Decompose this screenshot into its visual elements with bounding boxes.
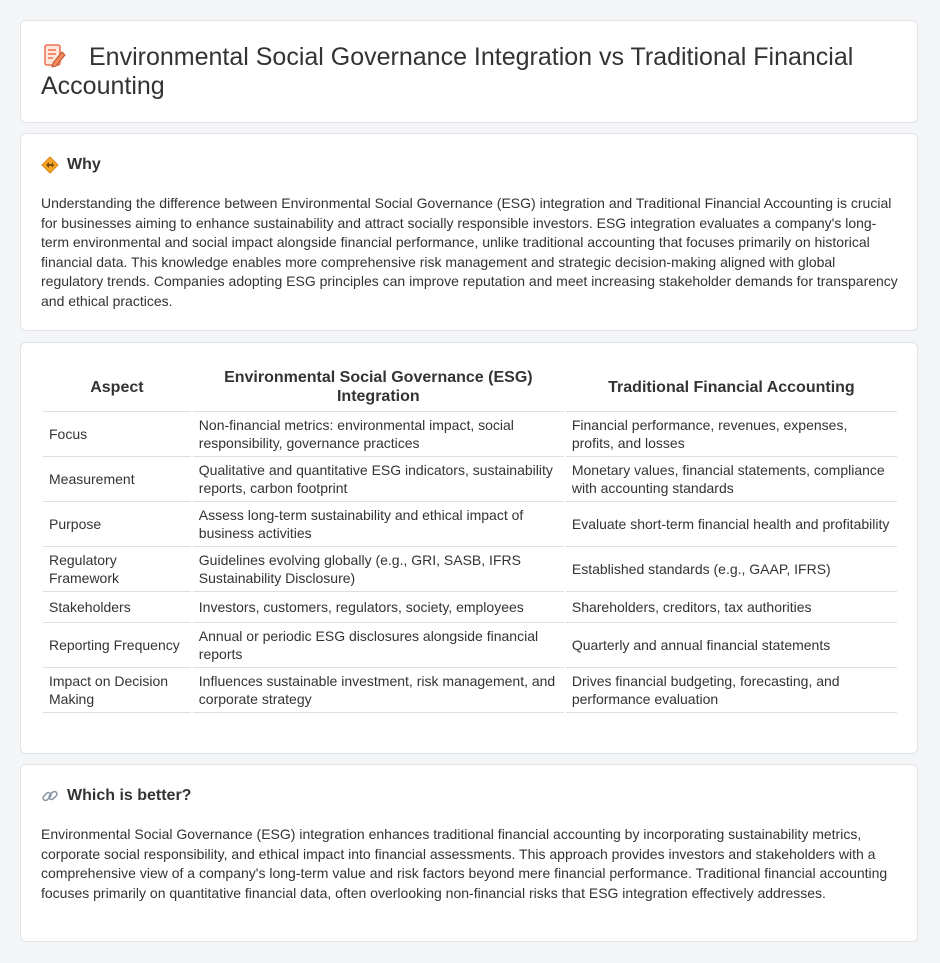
title-card xyxy=(20,20,918,123)
row-traditional-cell: Shareholders, creditors, tax authorities xyxy=(566,592,897,623)
row-traditional-cell: Financial performance, revenues, expenses, profits, and losses xyxy=(566,412,897,457)
comparison-table xyxy=(41,363,899,713)
row-aspect-cell: Measurement xyxy=(43,457,191,502)
why-heading xyxy=(41,156,101,174)
table-row xyxy=(43,502,897,547)
row-aspect-cell: Purpose xyxy=(43,502,191,547)
row-esg-cell: Assess long-term sustainability and ethical impact of business activities xyxy=(193,502,564,547)
row-traditional-cell: Drives financial budgeting, forecasting, and performance evaluation xyxy=(566,668,897,713)
row-esg-cell: Qualitative and quantitative ESG indicators, sustainability reports, carbon footprint xyxy=(193,457,564,502)
header-traditional: Traditional Financial Accounting xyxy=(566,363,897,412)
better-heading xyxy=(41,787,191,805)
which-better-section xyxy=(20,764,918,942)
row-aspect-cell: Regulatory Framework xyxy=(43,547,191,592)
table-row xyxy=(43,457,897,502)
row-aspect-cell: Impact on Decision Making xyxy=(43,668,191,713)
why-section xyxy=(20,133,918,331)
row-traditional-cell: Established standards (e.g., GAAP, IFRS) xyxy=(566,547,897,592)
diamond-arrows-icon xyxy=(41,156,59,174)
row-traditional-cell: Monetary values, financial statements, compliance with accounting standards xyxy=(566,457,897,502)
why-text: Understanding the difference between Environmental Social Governance (ESG) integration and Traditional Financial Accounting is crucial for businesses aiming to enhance sustainability and attract socially responsible investors. ESG integration evaluates a company's long-term environmental and social impact alongside financial performance, unlike traditional accounting that focuses primarily on historical financial data. This knowledge enables more comprehensive risk management and strategic decision-making aligned with global regulatory trends. Companies adopting ESG principles can improve reputation and meet increasing stakeholder demands for transparency and ethical practices. xyxy=(41,195,898,309)
row-aspect-cell: Reporting Frequency xyxy=(43,623,191,668)
table-row xyxy=(43,412,897,457)
table-header-row xyxy=(43,363,897,412)
table-row xyxy=(43,668,897,713)
memo-icon xyxy=(41,43,67,69)
table-row xyxy=(43,592,897,623)
table-row xyxy=(43,623,897,668)
better-text: Environmental Social Governance (ESG) integration enhances traditional financial accounting by incorporating sustainability metrics, corporate social responsibility, and ethical impact into financial assessments. This approach provides investors and stakeholders with a comprehensive view of a company's long-term value and risk factors beyond mere financial performance. Traditional financial accounting focuses primarily on quantitative financial data, often overlooking non-financial risks that ESG integration effectively addresses. xyxy=(41,826,888,901)
row-aspect-cell: Focus xyxy=(43,412,191,457)
why-heading-text: Why xyxy=(67,156,101,173)
header-aspect: Aspect xyxy=(43,363,191,412)
row-esg-cell: Influences sustainable investment, risk management, and corporate strategy xyxy=(193,668,564,713)
row-esg-cell: Annual or periodic ESG disclosures alongside financial reports xyxy=(193,623,564,668)
page-title xyxy=(41,43,891,101)
row-esg-cell: Guidelines evolving globally (e.g., GRI, SASB, IFRS Sustainability Disclosure) xyxy=(193,547,564,592)
table-row xyxy=(43,547,897,592)
row-esg-cell: Investors, customers, regulators, society, employees xyxy=(193,592,564,623)
link-icon xyxy=(41,787,59,805)
row-traditional-cell: Quarterly and annual financial statements xyxy=(566,623,897,668)
row-esg-cell: Non-financial metrics: environmental impact, social responsibility, governance practices xyxy=(193,412,564,457)
comparison-section xyxy=(20,342,918,754)
row-traditional-cell: Evaluate short-term financial health and profitability xyxy=(566,502,897,547)
better-heading-text: Which is better? xyxy=(67,787,192,804)
row-aspect-cell: Stakeholders xyxy=(43,592,191,623)
page-title-text: Environmental Social Governance Integration vs Traditional Financial Accounting xyxy=(41,43,854,100)
header-esg: Environmental Social Governance (ESG) Integration xyxy=(193,363,564,412)
